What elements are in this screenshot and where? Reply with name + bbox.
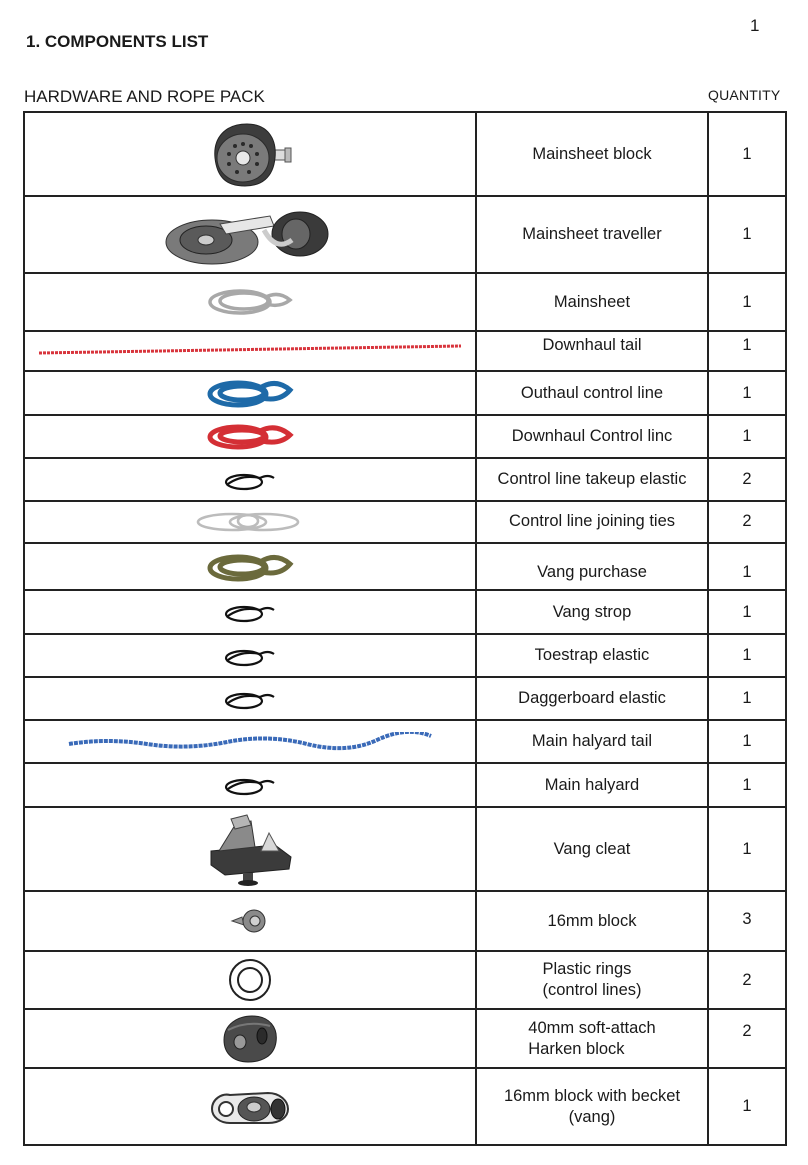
image-cell [24, 590, 476, 634]
component-name: Vang purchase [476, 543, 708, 590]
quantity-header: QUANTITY [708, 87, 781, 103]
rope-wave-icon [67, 732, 433, 752]
image-cell [24, 501, 476, 543]
component-quantity: 1 [708, 415, 786, 458]
component-quantity: 2 [708, 1009, 786, 1068]
component-name: Control line joining ties [476, 501, 708, 543]
component-name-line1: 40mm soft-attach [528, 1018, 656, 1037]
component-quantity: 1 [708, 371, 786, 415]
table-row [24, 1009, 786, 1068]
image-cell [24, 634, 476, 677]
component-name-line1: 16mm block with becket [503, 1086, 681, 1105]
component-name: Main halyard tail [476, 720, 708, 763]
component-quantity: 1 [708, 331, 786, 371]
component-quantity: 1 [708, 112, 786, 196]
vang-cleat-icon [205, 811, 295, 887]
component-name: Mainsheet traveller [476, 196, 708, 273]
component-name: Toestrap elastic [476, 634, 708, 677]
image-cell [24, 763, 476, 807]
component-quantity: 1 [708, 720, 786, 763]
pack-title: HARDWARE AND ROPE PACK [24, 87, 265, 106]
table-row [24, 763, 786, 807]
image-cell [24, 1009, 476, 1068]
component-name: Vang strop [476, 590, 708, 634]
image-cell [24, 458, 476, 501]
table-row [24, 720, 786, 763]
component-quantity: 2 [708, 458, 786, 501]
component-name: 16mm block [476, 891, 708, 951]
section-title: 1. COMPONENTS LIST [26, 32, 209, 51]
component-name-line1: Plastic rings [542, 960, 632, 978]
table-row [24, 543, 786, 590]
page-number: 1 [750, 16, 760, 35]
table-row [24, 331, 786, 371]
component-name: Daggerboard elastic [476, 677, 708, 720]
rope-coil-icon [202, 419, 298, 455]
component-name-line2: (vang) [568, 1107, 616, 1126]
rope-coil-icon [192, 508, 308, 536]
component-name: Downhaul Control linc [476, 415, 708, 458]
table-row [24, 371, 786, 415]
component-quantity: 1 [708, 543, 786, 590]
image-cell [24, 1068, 476, 1145]
image-cell [24, 720, 476, 763]
soft-attach-block-icon [218, 1014, 282, 1064]
component-name-line2: Harken block [528, 1039, 625, 1058]
component-name: Mainsheet [476, 273, 708, 331]
image-cell [24, 331, 476, 371]
rope-coil-icon [202, 374, 298, 412]
component-quantity: 1 [708, 634, 786, 677]
image-cell [24, 807, 476, 891]
image-cell [24, 112, 476, 196]
image-cell [24, 951, 476, 1009]
component-name: Downhaul tail [476, 331, 708, 371]
elastic-coil-icon [220, 598, 280, 626]
component-quantity: 3 [708, 891, 786, 951]
image-cell [24, 273, 476, 331]
table-row [24, 415, 786, 458]
becket-block-icon [208, 1087, 292, 1127]
table-row [24, 501, 786, 543]
component-quantity: 1 [708, 196, 786, 273]
small-block-icon [228, 907, 272, 935]
image-cell [24, 891, 476, 951]
component-quantity: 1 [708, 807, 786, 891]
component-quantity: 1 [708, 677, 786, 720]
table-row [24, 891, 786, 951]
rope-coil-icon [202, 548, 298, 586]
rope-strand-icon [35, 343, 465, 359]
component-quantity: 1 [708, 1068, 786, 1145]
table-row [24, 458, 786, 501]
table-row [24, 112, 786, 196]
component-name-line2: (control lines) [542, 981, 642, 999]
components-table [23, 111, 787, 1146]
component-name [476, 1068, 708, 1145]
component-quantity: 2 [708, 501, 786, 543]
image-cell [24, 415, 476, 458]
image-cell [24, 196, 476, 273]
table-row [24, 273, 786, 331]
table-row [24, 590, 786, 634]
component-name: Control line takeup elastic [476, 458, 708, 501]
image-cell [24, 371, 476, 415]
image-cell [24, 677, 476, 720]
component-name: Mainsheet block [476, 112, 708, 196]
component-name [476, 1009, 708, 1068]
elastic-coil-icon [220, 771, 280, 799]
table-row [24, 807, 786, 891]
plastic-ring-icon [227, 957, 273, 1003]
table-row [24, 196, 786, 273]
component-name: Main halyard [476, 763, 708, 807]
elastic-coil-icon [220, 642, 280, 670]
component-name: Outhaul control line [476, 371, 708, 415]
table-row [24, 951, 786, 1009]
component-quantity: 1 [708, 763, 786, 807]
rope-coil-icon [202, 284, 298, 320]
table-row [24, 634, 786, 677]
table-row [24, 677, 786, 720]
mainsheet-block-icon [195, 118, 305, 190]
elastic-coil-icon [220, 685, 280, 713]
component-quantity: 1 [708, 590, 786, 634]
component-quantity: 2 [708, 951, 786, 1009]
image-cell [24, 543, 476, 590]
component-name [476, 951, 708, 1009]
component-quantity: 1 [708, 273, 786, 331]
table-row [24, 1068, 786, 1145]
component-name: Vang cleat [476, 807, 708, 891]
elastic-coil-icon [220, 466, 280, 494]
mainsheet-traveller-icon [160, 200, 340, 270]
